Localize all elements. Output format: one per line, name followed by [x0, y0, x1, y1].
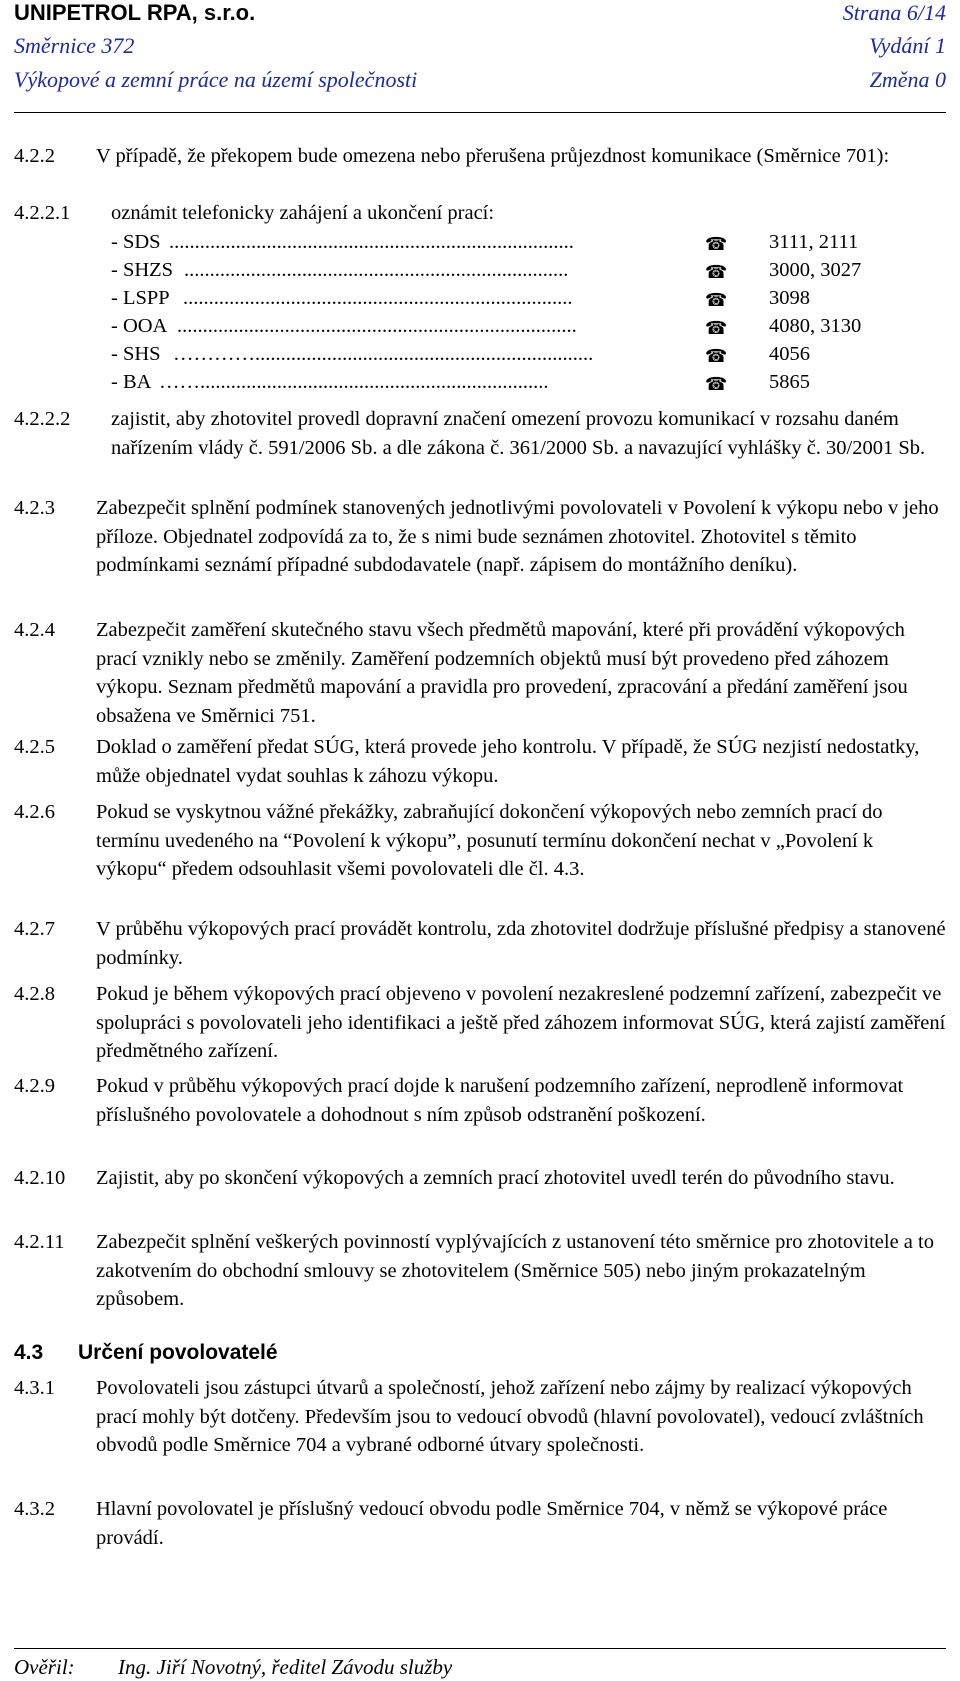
section-text: Zabezpečit splnění podmínek stanovených jednotlivými povolovateli v Povolení k výkopu nebo v jeho příloze. Objednatel zodpovídá za to, že s nimi bude seznámen zhotovitel. Zhotovitel s těmito podmínkami seznámí případné subdodavatele (např. zápisem do montážního deníku). [96, 497, 939, 576]
section-number: 4.2.2.1 [14, 202, 71, 224]
heading-number: 4.3 [14, 1341, 44, 1364]
phone-icon: ☎ [705, 234, 728, 255]
phone-icon: ☎ [705, 374, 728, 395]
section-number: 4.2.5 [14, 736, 55, 758]
section-text: V případě, že překopem bude omezena nebo přerušena průjezdnost komunikace (Směrnice 701): [96, 145, 890, 167]
section-text: Pokud je během výkopových prací objeveno v povolení nezakreslené podzemní zařízení, zabezpečit ve spolupráci s povolovateli jeho identifikaci a ještě před záhozem informovat SÚG, která zajistí zaměření předmětného zařízení. [96, 983, 946, 1062]
section-text: Zabezpečit splnění veškerých povinností vyplývajících z ustanovení této směrnice pro zhotovitele a to zakotvením do obchodní smlouvy se zhotovitelem (Směrnice 505) nebo jiným prokazatelným způsobem. [96, 1231, 934, 1310]
section-number: 4.2.3 [14, 497, 55, 519]
leader-dots: ………….................................................................. [173, 343, 594, 365]
contact-number: 4080, 3130 [769, 315, 862, 337]
phone-icon: ☎ [705, 262, 728, 283]
section-number: 4.2.2.2 [14, 408, 71, 430]
contact-name: - BA [111, 371, 152, 393]
section-text: zajistit, aby zhotovitel provedl dopravní značení omezení provozu komunikací v rozsahu daném nařízením vlády č. 591/2006 Sb. a dle zákona č. 361/2000 Sb. a navazující vyhlášky č. 30/2001 Sb. [111, 408, 926, 459]
directive-number: Směrnice 372 [14, 33, 135, 58]
section-number: 4.2.7 [14, 918, 55, 940]
section-text: oznámit telefonicky zahájení a ukončení prací: [111, 202, 495, 224]
phone-icon: ☎ [705, 346, 728, 367]
contact-name: - SDS [111, 231, 161, 253]
section-text: V průběhu výkopových prací provádět kontrolu, zda zhotovitel dodržuje příslušné předpisy a stanovené podmínky. [96, 918, 946, 969]
section-number: 4.2.9 [14, 1075, 55, 1097]
leader-dots: ........................................................................... [184, 259, 569, 281]
section-number: 4.2.10 [14, 1167, 66, 1189]
section-number: 4.3.2 [14, 1498, 55, 1520]
leader-dots: …….................................................................... [159, 371, 549, 393]
contact-row [111, 256, 911, 284]
section-number: 4.3.1 [14, 1377, 55, 1399]
section-text: Pokud se vyskytnou vážné překážky, zabraňující dokončení výkopových nebo zemních prací do termínu uvedeného na “Povolení k výkopu”, posunutí termínu dokončení nechat v „Povolení k výkopu“ předem odsouhlasit všemi povolovateli dle čl. 4.3. [96, 801, 883, 880]
contact-number: 5865 [769, 371, 810, 393]
leader-dots: ............................................................................ [183, 287, 573, 309]
company-name: UNIPETROL RPA, s.r.o. [14, 0, 256, 25]
contact-number: 3111, 2111 [769, 231, 859, 253]
contact-row [111, 340, 911, 368]
footer-label: Ověřil: [14, 1655, 75, 1679]
section-number: 4.2.11 [14, 1231, 65, 1253]
section-text: Zajistit, aby po skončení výkopových a zemních prací zhotovitel uvedl terén do původního stavu. [96, 1167, 895, 1189]
contact-name: - LSPP [111, 287, 170, 309]
section-text: Pokud v průběhu výkopových prací dojde k narušení podzemního zařízení, neprodleně informovat příslušného povolovatele a dohodnout s ním způsob odstranění poškození. [96, 1075, 904, 1126]
section-number: 4.2.4 [14, 619, 55, 641]
section-text: Zabezpečit zaměření skutečného stavu všech předmětů mapování, které při provádění výkopových prací vznikly nebo se změnily. Zaměření podzemních objektů musí být provedeno před záhozem výkopu. Seznam předmětů mapování a pravidla pro provedení, zpracování a předání zaměření jsou obsažena ve Směrnici 751. [96, 619, 908, 727]
heading-title: Určení povolovatelé [78, 1341, 278, 1364]
contact-number: 3098 [769, 287, 810, 309]
header-divider [14, 112, 946, 113]
contact-name: - OOA [111, 315, 168, 337]
section-number: 4.2.2 [14, 145, 55, 167]
section-text: Doklad o zaměření předat SÚG, která provede jeho kontrolu. V případě, že SÚG nezjistí nedostatky, může objednatel vydat souhlas k záhozu výkopu. [96, 736, 920, 787]
change-number: Změna 0 [869, 67, 946, 92]
document-subject: Výkopové a zemní práce na území společnosti [14, 67, 418, 92]
section-number: 4.2.8 [14, 983, 55, 1005]
contact-name: - SHS [111, 343, 161, 365]
footer-approver: Ing. Jiří Novotný, ředitel Závodu služby [118, 1655, 453, 1679]
section-text: Hlavní povolovatel je příslušný vedoucí obvodu podle Směrnice 704, v němž se výkopové práce provádí. [96, 1498, 888, 1549]
section-text: Povolovateli jsou zástupci útvarů a společností, jehož zařízení nebo zájmy by realizací výkopových prací mohly být dotčeny. Především jsou to vedoucí obvodů (hlavní povolovatel), vedoucí zvláštních obvodů podle Směrnice 704 a vybrané odborné útvary společnosti. [96, 1377, 924, 1456]
section-number: 4.2.6 [14, 801, 55, 823]
contact-row [111, 284, 911, 312]
phone-icon: ☎ [705, 290, 728, 311]
leader-dots: .............................................................................. [177, 315, 577, 337]
contact-row [111, 368, 911, 396]
contact-number: 4056 [769, 343, 810, 365]
contact-number: 3000, 3027 [769, 259, 862, 281]
leader-dots: ............................................................................... [169, 231, 574, 253]
edition: Vydání 1 [869, 33, 946, 58]
page-number: Strana 6/14 [842, 0, 946, 25]
phone-icon: ☎ [705, 318, 728, 339]
footer-divider [14, 1648, 946, 1649]
contact-row [111, 228, 911, 256]
section-heading-4-3 [14, 1339, 278, 1367]
contact-name: - SHZS [111, 259, 174, 281]
contact-row [111, 312, 911, 340]
